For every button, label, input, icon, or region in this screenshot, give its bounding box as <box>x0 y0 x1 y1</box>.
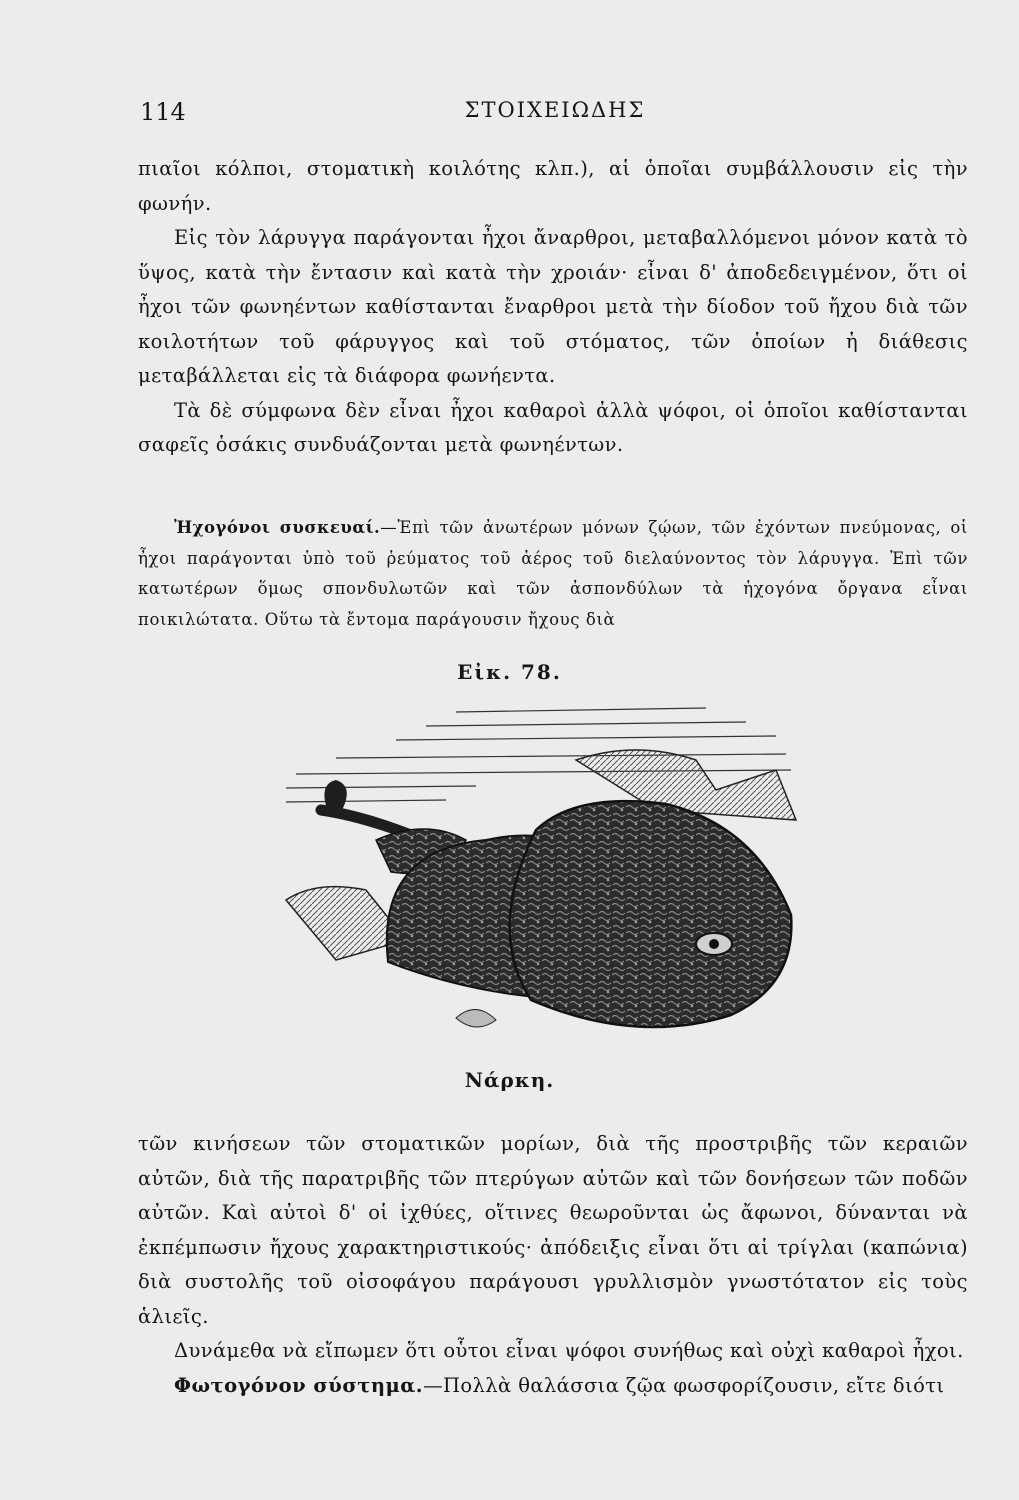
section-text-sound: —Ἐπὶ τῶν ἀνωτέρων μόνων ζῴων, τῶν ἐχόντων πνεύμονας, οἱ ἦχοι παράγονται ὑπὸ τοῦ ῥεύματος τοῦ ἀέρος τοῦ διελαύνοντος τὸν λάρυγγα. Ἐπὶ τῶν κατωτέρων ὅμως σπονδυλωτῶν καὶ τῶν ἀσπονδύλων τὰ ἠχογόνα ὄργανα εἶναι ποικιλώτατα. Οὕτω τὰ ἔντομα παράγουσιν ἤχους διὰ <box>138 518 968 629</box>
paragraph-2: Εἰς τὸν λάρυγγα παράγονται ἦχοι ἄναρθροι, μεταβαλλόμενοι μόνον κατὰ τὸ ὕψος, κατὰ τὴν ἔντασιν καὶ κατὰ τὴν χροιάν· εἶναι δ' ἀποδεδειγμένον, ὅτι οἱ ἦχοι τῶν φωνηέντων καθίστανται ἔναρθροι μετὰ τὴν δίοδον τοῦ ἤχου διὰ τῶν κοιλοτήτων τοῦ φάρυγγος καὶ τοῦ στόματος, τῶν ὁποίων ἡ διάθεσις μεταβάλλεται εἰς τὰ διάφορα φωνήεντα. <box>138 226 968 387</box>
torpedo-ray-illustration <box>276 700 806 1060</box>
paragraph-4: τῶν κινήσεων τῶν στοματικῶν μορίων, διὰ τῆς προστριβῆς τῶν κεραιῶν αὐτῶν, διὰ τῆς παρατριβῆς τῶν πτερύγων αὐτῶν καὶ τῶν δονήσεων τῶν ποδῶν αὐτῶν. Καὶ αὐτοὶ δ' οἱ ἰχθύες, οἵτινες θεωροῦνται ὡς ἄφωνοι, δύνανται νὰ ἐκπέμπωσιν ἤχους χαρακτηριστικούς· ἀπόδειξις εἶναι ὅτι αἱ τρίγλαι (καπώνια) διὰ συστολῆς τοῦ οἰσοφάγου παράγουσι γρυλλισμὸν γνωστότατον εἰς τοὺς ἁλιεῖς. <box>138 1132 968 1328</box>
section-text-light: —Πολλὰ θαλάσσια ζῷα φωσφορίζουσιν, εἴτε διότι <box>423 1373 945 1397</box>
paragraph-3: Τὰ δὲ σύμφωνα δὲν εἶναι ἦχοι καθαροὶ ἀλλὰ ψόφοι, οἱ ὁποῖοι καθίστανται σαφεῖς ὁσάκις συνδυάζονται μετὰ φωνηέντων. <box>138 398 968 456</box>
section-heading-sound: Ἠχογόνοι συσκευαί. <box>174 518 381 537</box>
running-title: ΣΤΟΙΧΕΙΩΔΗΣ <box>464 98 646 122</box>
page-header <box>140 98 970 134</box>
paragraph-light-organs <box>138 1369 968 1404</box>
paragraph-1: πιαῖοι κόλποι, στοματικὴ κοιλότης κλπ.), αἱ ὁποῖαι συμβάλλουσιν εἰς τὴν φωνήν. <box>138 157 968 215</box>
page-number: 114 <box>140 98 186 126</box>
text-block-top <box>138 152 968 463</box>
section-sound-organs <box>138 513 968 635</box>
paragraph-sound-organs <box>138 513 968 635</box>
paragraph-5: Δυνάμεθα νὰ εἴπωμεν ὅτι οὗτοι εἶναι ψόφοι συνήθως καὶ οὐχὶ καθαροὶ ἦχοι. <box>174 1339 964 1362</box>
figure-label: Εἰκ. 78. <box>457 660 562 684</box>
figure-caption: Νάρκη. <box>464 1068 555 1092</box>
text-block-bottom <box>138 1127 968 1403</box>
section-heading-light: Φωτογόνον σύστημα. <box>174 1373 424 1397</box>
